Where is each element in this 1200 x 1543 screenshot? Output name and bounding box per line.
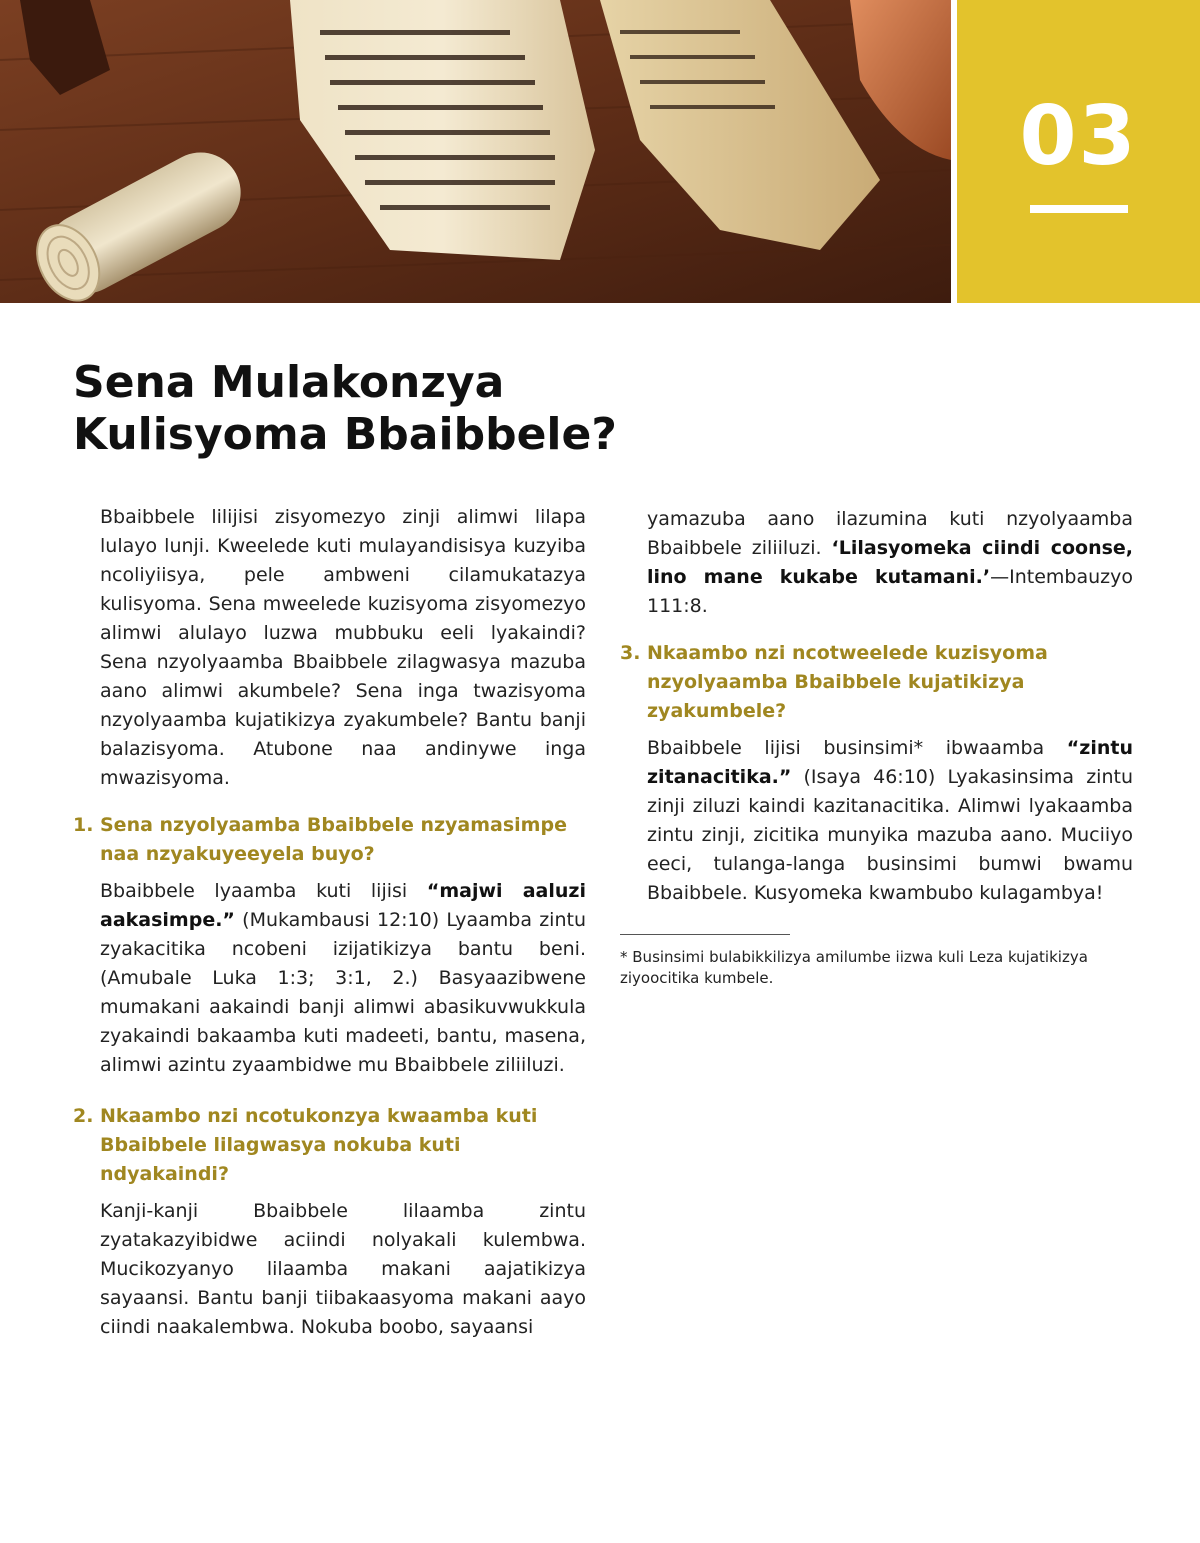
section-1-question: Sena nzyolyaamba Bbaibbele nzyamasimpe naa nzyakuyeeyela buyo? [100, 814, 567, 865]
page-title-line-2: Kulisyoma Bbaibbele? [73, 409, 617, 460]
section-3-heading [620, 639, 1133, 726]
section-3-bold-quote: “zintu zitanacitika.” [647, 737, 1133, 788]
section-1-text-a: Bbaibbele lyaamba kuti lijisi [100, 880, 427, 902]
lesson-number-panel [957, 0, 1200, 303]
page-title [73, 357, 773, 461]
section-3-question: Nkaambo nzi ncotweelede kuzisyoma nzyolyaamba Bbaibbele kujatikizya zyakumbele? [647, 642, 1048, 722]
right-column [620, 505, 1133, 989]
section-1-number: 1. [73, 814, 94, 836]
section-2-text-a-continued: yamazuba aano ilazumina kuti nzyolyaamba Bbaibbele ziliiluzi. [647, 508, 1133, 559]
section-3-number: 3. [620, 642, 641, 664]
section-1-text-b: (Mukambausi 12:10) Lyaamba zintu zyakacitika ncobeni izijatikizya bantu beni. (Amubale Luka 1:3; 3:1, 2.) Basyaazibwene mumakani aakaindi banji alimwi abasikuvwukkula zyakaindi bakaamba kuti madeeti, bantu, masena, alimwi azintu zyaambidwe mu Bbaibbele ziliiluzi. [100, 909, 586, 1076]
section-2-body-continued [647, 505, 1133, 621]
section-3-body [647, 734, 1133, 908]
hero-image-scrolls [0, 0, 951, 303]
section-1-body [100, 877, 586, 1080]
section-2-bold-quote: ‘Lilasyomeka ciindi coonse, lino mane kukabe kutamani.’ [647, 537, 1134, 588]
footnote: * Businsimi bulabikkilizya amilumbe iizwa kuli Leza kujatikizya ziyoocitika kumbele. [620, 948, 1088, 987]
section-3-text-b: (Isaya 46:10) Lyakasinsima zintu zinji ziluzi kaindi kazitanacitika. Alimwi lyakaamba zintu zinji, zicitika munyika mazuba aano. Muciiyo eeci, tulanga-langa businsimi bumwi bwamu Bbaibbele. Kusyomeka kwambubo kulagambya! [647, 766, 1133, 904]
section-2-number: 2. [73, 1105, 94, 1127]
lesson-number-underline [1030, 205, 1128, 213]
section-1-bold-quote: “majwi aaluzi aakasimpe.” [100, 880, 586, 931]
section-1-heading [73, 811, 586, 869]
scrolls-illustration [0, 0, 951, 303]
footnote-divider [620, 934, 790, 935]
section-3-text-a: Bbaibbele lijisi businsimi* ibwaamba [647, 737, 1067, 759]
intro-paragraph: Bbaibbele lilijisi zisyomezyo zinji alimwi lilapa lulayo lunji. Kweelede kuti mulayandisisya kuzyiba ncoliyiisya, pele ambweni cilamukatazya kulisyoma. Sena mweelede kuzisyoma zisyomezyo alimwi alulayo luzwa mubbuku eeli lyakaindi? Sena nzyolyaamba Bbaibbele zilagwasya mazuba aano alimwi akumbele? Sena inga twazisyoma nzyolyaamba kujatikizya zyakumbele? Bantu banji balazisyoma. Atubone naa andinywe inga mwazisyoma. [100, 506, 586, 789]
section-2-body [100, 1197, 586, 1342]
lesson-number: 03 [1019, 89, 1138, 184]
section-2-text-b: —Intembauzyo 111:8. [647, 566, 1133, 617]
section-2-heading [73, 1102, 586, 1189]
left-column [73, 503, 586, 1342]
section-2-question: Nkaambo nzi ncotukonzya kwaamba kuti Bbaibbele lilagwasya nokuba kuti ndyakaindi? [100, 1105, 538, 1185]
page-title-line-1: Sena Mulakonzya [73, 357, 505, 408]
section-2-text-a: Kanji-kanji Bbaibbele lilaamba zintu zyatakazyibidwe aciindi nolyakali kulembwa. Mucikozyanyo lilaamba makani aajatikizya sayaansi. Bantu banji tiibakaasyoma makani aayo ciindi naakalembwa. Nokuba boobo, sayaansi [100, 1200, 586, 1338]
